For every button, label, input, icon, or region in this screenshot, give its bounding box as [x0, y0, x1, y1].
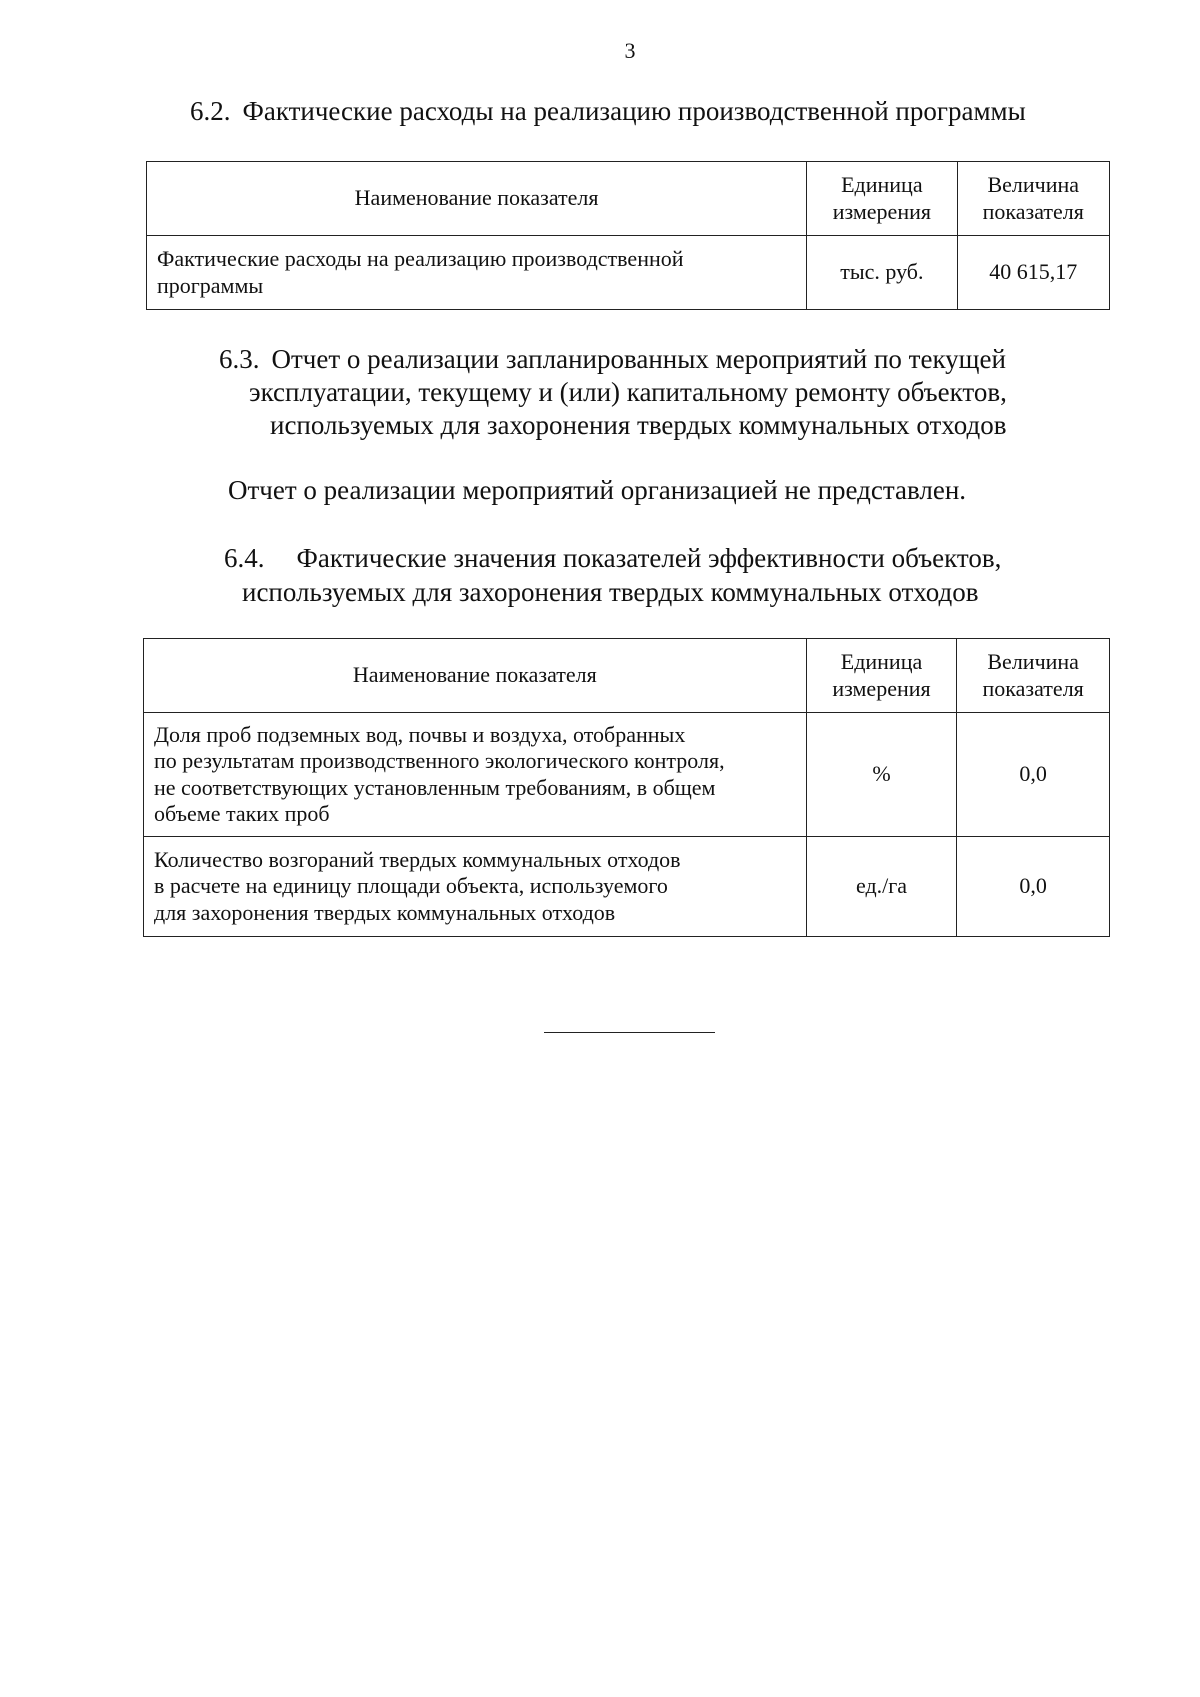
- section-title-text: Фактические значения показателей эффективности объектов,: [296, 543, 1002, 573]
- page-number: 3: [624, 38, 636, 63]
- header-unit-line: Единица: [840, 649, 923, 675]
- header-unit-line: измерения: [832, 675, 931, 701]
- header-unit-line: Единица: [841, 172, 923, 198]
- indicator-name-line: объеме таких проб: [154, 800, 330, 826]
- section-title-line: используемых для захоронения твердых коммунальных отходов: [270, 410, 1007, 440]
- efficiency-indicators-table: [143, 638, 1110, 937]
- indicator-name-cell: [147, 236, 807, 310]
- section-6-2-heading: [190, 96, 1026, 127]
- table-row: [144, 837, 1110, 937]
- value-cell: 0,0: [957, 713, 1110, 837]
- table-header-row: [144, 639, 1110, 713]
- header-value-line: показателя: [982, 198, 1084, 224]
- section-6-4-heading: [200, 541, 1060, 609]
- unit-cell: ед./га: [806, 837, 957, 937]
- indicator-name-line: Фактические расходы на реализацию производственной: [157, 246, 684, 272]
- indicator-name-cell: [144, 713, 807, 837]
- unit-cell: %: [806, 713, 957, 837]
- header-value-line: показателя: [982, 675, 1084, 701]
- header-indicator-name: Наименование показателя: [147, 162, 807, 236]
- header-value-line: Величина: [987, 172, 1080, 198]
- section-number: 6.2.: [190, 96, 231, 126]
- indicator-name-line: Количество возгораний твердых коммунальных отходов: [154, 846, 681, 872]
- value-cell: 40 615,17: [957, 236, 1109, 310]
- section-number: 6.4.: [224, 543, 265, 573]
- section-title-text: Отчет о реализации запланированных мероприятий по текущей: [271, 344, 1006, 374]
- section-title: Фактические расходы на реализацию производственной программы: [242, 96, 1026, 126]
- indicator-name-line: в расчете на единицу площади объекта, используемого: [154, 873, 668, 899]
- section-title-line: [200, 343, 1060, 376]
- report-status-note: Отчет о реализации мероприятий организацией не представлен.: [228, 475, 967, 505]
- indicator-name-line: для захоронения твердых коммунальных отходов: [154, 899, 616, 925]
- table-header-row: [147, 162, 1110, 236]
- section-6-3-heading: [200, 343, 1060, 442]
- section-title-line: [200, 541, 1060, 575]
- section-title-line: эксплуатации, текущему и (или) капитальному ремонту объектов,: [249, 377, 1007, 407]
- header-value: [957, 162, 1109, 236]
- indicator-name-line: программы: [157, 272, 264, 298]
- value-cell: 0,0: [957, 837, 1110, 937]
- header-value: [957, 639, 1110, 713]
- actual-expenses-table: [146, 161, 1110, 310]
- header-value-line: Величина: [987, 649, 1079, 675]
- table-row: [147, 236, 1110, 310]
- header-unit: [806, 639, 957, 713]
- table-row: [144, 713, 1110, 837]
- section-title-line: используемых для захоронения твердых коммунальных отходов: [242, 577, 979, 607]
- header-unit-line: измерения: [832, 198, 931, 224]
- header-indicator-name: Наименование показателя: [144, 639, 807, 713]
- indicator-name-line: не соответствующих установленным требованиям, в общем: [154, 774, 716, 800]
- header-unit: [807, 162, 957, 236]
- unit-cell: тыс. руб.: [807, 236, 957, 310]
- indicator-name-cell: [144, 837, 807, 937]
- section-number: 6.3.: [219, 344, 260, 374]
- indicator-name-line: по результатам производственного экологического контроля,: [154, 748, 725, 774]
- indicator-name-line: Доля проб подземных вод, почвы и воздуха, отобранных: [154, 721, 686, 747]
- end-of-document-rule: [544, 1032, 715, 1033]
